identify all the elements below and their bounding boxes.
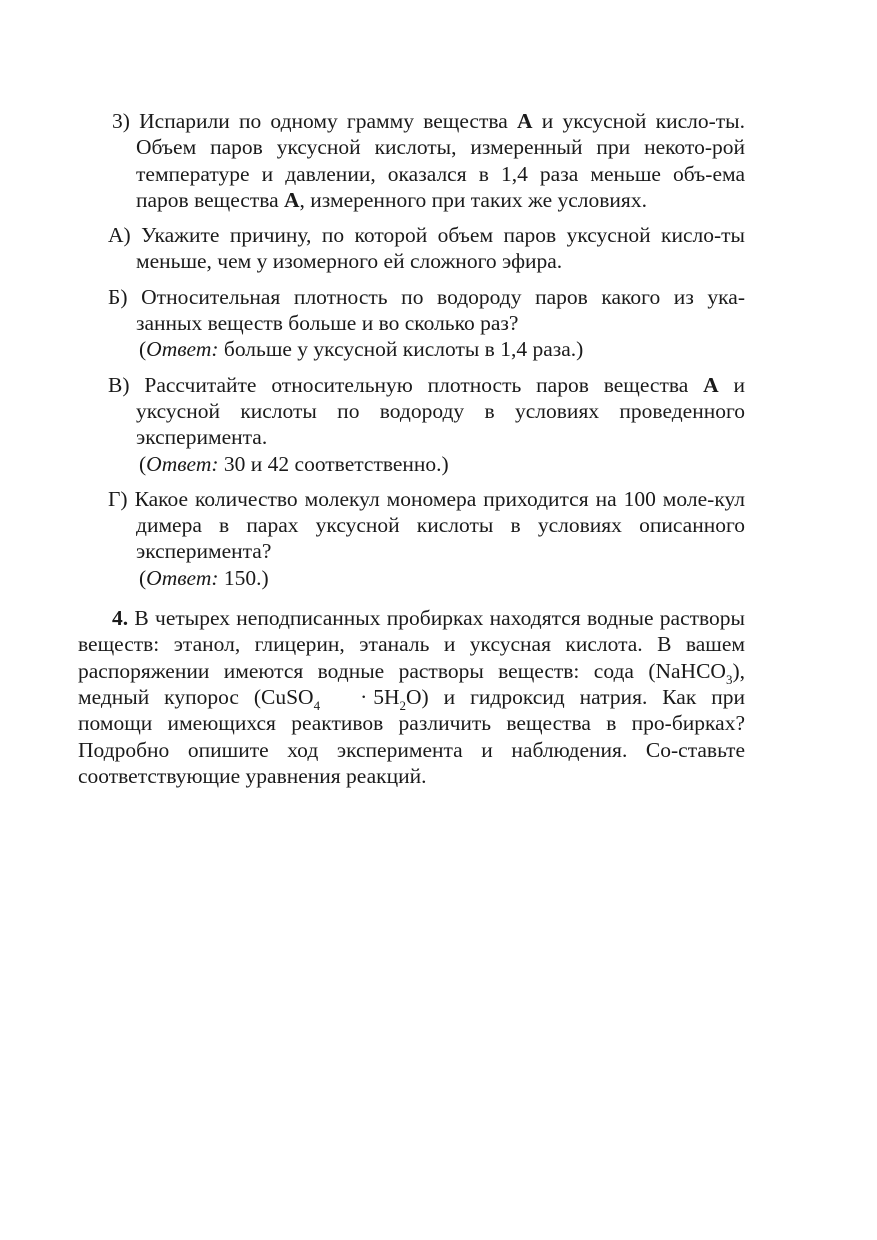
task-3-text-3: , измеренного при таких же условиях. [299,187,647,212]
question-g-text: Какое количество молекул мономера приходится на 100 моле-кул димера в парах уксусной кислоты в условиях описанного эксперимента? [134,486,745,564]
answer-label: Ответ: [146,337,219,362]
question-v-answer: (Ответ: 30 и 42 соответственно.) [139,451,449,476]
question-b-text: Относительная плотность по водороду паров какого из ука-занных веществ больше и во сколько раз? [136,284,745,336]
task-4-text-3: 5H [373,684,400,709]
task-4-text-1: В четырех неподписанных пробирках находятся водные растворы веществ: этанол, глицерин, этаналь и уксусная кислота. В вашем распоряжении имеются водные растворы веществ: сода (NaHCO [78,606,745,683]
question-v-text-2: и уксусной кислоты по водороду в условиях проведенного эксперимента. [136,372,745,450]
question-g-answer-text: 150.) [218,565,269,590]
question-v-marker: В) [108,372,130,397]
subscript-2: 2 [399,697,407,713]
question-v-text-1: Рассчитайте относительную плотность паров вещества [144,372,704,397]
task-3-number: 3) [112,109,130,133]
task-3-intro [78,108,745,213]
question-b-answer-text: больше у уксусной кислоты в 1,4 раза.) [218,337,584,362]
substance-a-label: А [284,187,300,212]
question-g-marker: Г) [108,486,128,511]
question-b-answer: (Ответ: больше у уксусной кислоты в 1,4 раза.) [139,337,584,362]
task-3-text-1: Испарили по одному грамму вещества [139,109,517,133]
answer-label: Ответ: [146,565,219,590]
question-g-answer: (Ответ: 150.) [139,565,269,590]
question-a-text: Укажите причину, по которой объем паров уксусной кисло-ты меньше, чем у изомерного ей сложного эфира. [136,223,745,274]
page-content [78,108,745,789]
question-a-marker: А) [108,223,131,248]
substance-a-label: А [703,372,719,397]
subscript-3: 3 [725,671,733,687]
substance-a-label: А [516,109,533,133]
answer-label: Ответ: [146,451,219,476]
question-v [78,372,745,477]
task-4-number: 4. [112,606,129,631]
question-a [78,222,745,275]
question-b-marker: Б) [108,284,128,309]
task-3-text-2: и уксусной кисло-ты. Объем паров уксусной кислоты, измеренный при некото-рой температуре и давлении, оказался в 1,4 раза меньше объ-ема паров вещества [136,109,745,212]
question-b [78,284,745,363]
subscript-4: 4 [313,697,321,713]
task-4-text-2: ), медный купорос (CuSO [78,658,745,709]
hydrate-dot: · [360,684,368,709]
question-v-answer-text: 30 и 42 соответственно.) [218,451,449,476]
task-4 [78,605,745,789]
task-4-text-4: O) и гидроксид натрия. Как при помощи имеющихся реактивов различить вещества в про-бирках? Подробно опишите ход эксперимента и наблюдения. Со-ставьте соответствующие уравнения реакций. [78,684,745,788]
question-g [78,486,745,591]
